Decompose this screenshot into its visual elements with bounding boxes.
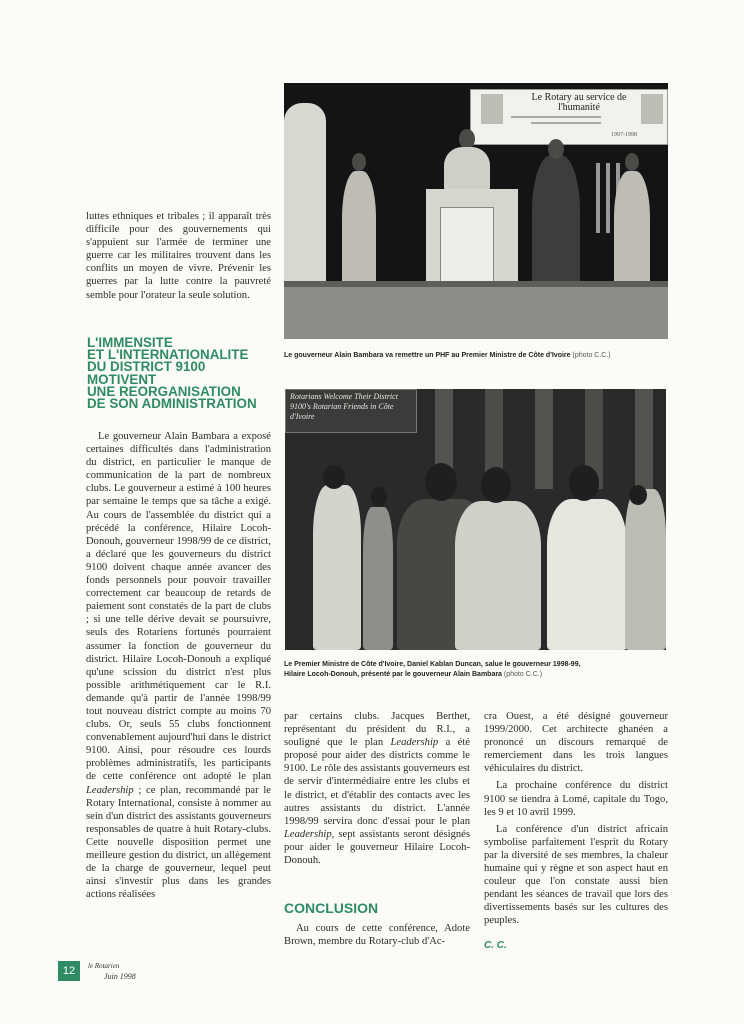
intro-paragraph-block: [86, 210, 271, 302]
drape: [535, 389, 553, 489]
stage-banner: [470, 89, 668, 145]
hostess-right-head: [625, 153, 639, 171]
column-1-body: [86, 430, 271, 901]
magazine-name: le Rotarien: [88, 962, 120, 970]
governor-head: [459, 129, 475, 149]
heading-line: L'IMMENSITE: [87, 335, 173, 350]
banner-text-line: [531, 122, 601, 124]
page-number: 12: [58, 961, 80, 981]
stage-floor: [284, 287, 668, 339]
emphasis-text: Leadership: [390, 737, 439, 749]
emphasis-text: Leadership,: [284, 828, 335, 840]
body-paragraph: La conférence d'un district africain symbolise parfaitement l'esprit du Rotary par la diversité de ses membres, la chaleur humaine qui y règne et son aspect haut en couleur que l'on constate aussi bien pendant les séances de travail que lors des divertissements basés sur les cultures des peuples.: [484, 823, 668, 927]
body-paragraph: [86, 430, 271, 901]
photo1-caption-text: Le gouverneur Alain Bambara va remettre un PHF au Premier Ministre de Côte d'Ivoire: [284, 352, 571, 359]
heading-line: DU DISTRICT 9100: [87, 359, 206, 375]
hostess-left: [342, 171, 376, 289]
prime-minister: [532, 155, 580, 295]
guard-head: [323, 465, 345, 489]
hostess-left-head: [352, 153, 366, 171]
body-paragraph: La prochaine conférence du district 9100 se tiendra à Lomé, capitale du Togo, les 9 et 10 avril 1999.: [484, 780, 668, 818]
banner-years: 1997-1998: [611, 132, 637, 138]
governor-elect-figure: [455, 501, 541, 650]
governor: [444, 147, 490, 193]
body-text: a été proposé pour aider des districts comme le 9100. Le rôle des assistants gouverneurs est de servir d'intermédiaire entre les clubs et le district, et d'établir des contacts avec les autres assistants du district. L'année 1998/99 servira donc d'essai pour le plan: [284, 737, 470, 827]
emphasis-text: Leadership: [86, 784, 134, 796]
body-paragraph: cra Ouest, a été désigné gouverneur 1999/2000. Cet architecte ghanéen a prononcé un discours remarqué de remerciement dans les trois langues véhiculaires du district.: [484, 711, 668, 775]
conclusion-body: [284, 922, 470, 948]
body-text: ; ce plan, recommandé par le Rotary International, consiste à nommer au sein d'un district des assistants gouverneurs responsables de quatre à huit Rotary-clubs. Cette nouvelle disposition permet une meilleure gestion du district, un allègement de la charge de gouverneur, lequel peut ainsi s'investir plus dans les grandes actions réalisées: [86, 784, 271, 901]
heading-line: UNE REORGANISATION: [87, 383, 241, 399]
governor-figure: [547, 499, 627, 650]
heading-line: MOTIVENT: [87, 371, 157, 387]
column-2-body: [284, 710, 470, 867]
flag-pole: [596, 163, 600, 233]
conclusion-heading: CONCLUSION: [284, 900, 379, 916]
body-paragraph: Au cours de cette conférence, Adote Brown, membre du Rotary-club d'Ac-: [284, 923, 470, 948]
hostess-right: [614, 171, 650, 289]
photo1-caption: [284, 351, 684, 361]
body-paragraph: [284, 710, 470, 867]
woman-head: [371, 487, 387, 507]
heading-line: DE SON ADMINISTRATION: [87, 396, 257, 412]
issue-date: Juin 1998: [104, 972, 136, 981]
flag-pole: [606, 163, 610, 233]
body-text: par certains clubs. Jacques Berthet, représentant du président du R.I., a souligné que le plan: [284, 711, 470, 749]
prime-minister-head: [425, 463, 457, 501]
governor-head: [569, 465, 599, 501]
photo2-caption-line1: Le Premier Ministre de Côte d'Ivoire, Daniel Kablan Duncan, salue le gouverneur 1998-99,: [284, 661, 581, 668]
intro-paragraph: luttes ethniques et tribales ; il apparaît très difficile pour des gouvernements qui s'appuient sur l'armée de terminer une guerre car les militaires trouvent dans les conflits un moyen de vivre. Prévenir les guerres par la lutte contre la pauvreté semble pour l'orateur la seule solution.: [86, 211, 271, 301]
section-heading: [87, 337, 273, 410]
bystander-figure: [625, 489, 666, 650]
body-text: sept assistants seront désignés pour aider le gouverneur Hilaire Locoh-Donouh.: [284, 828, 470, 867]
author-signature: C. C.: [484, 940, 507, 951]
rotary-logo-left: [481, 94, 503, 124]
banner-text-line: [511, 116, 601, 118]
woman-figure: [363, 507, 393, 650]
guard-figure: [313, 485, 361, 650]
banner-title: Le Rotary au service de l'humanité: [531, 92, 627, 113]
column-3-body: [484, 710, 668, 928]
photo2-credit: (photo C.C.): [503, 671, 543, 678]
photo-handshake: [285, 389, 666, 650]
photo1-credit: (photo C.C.): [572, 352, 611, 359]
bystander-head: [629, 485, 647, 505]
heading-line: ET L'INTERNATIONALITE: [87, 347, 249, 363]
drape: [635, 389, 653, 489]
body-text: Le gouverneur Alain Bambara a exposé certaines difficultés dans l'administration du district, en particulier le manque de communication de la part de nombreux clubs. Le gouverneur a estimé à 100 heures par semaine le temps que sa tâche a exigé. Au cours de l'assemblée du district qui a précédé la conférence, Hilaire Locoh-Donouh, gouverneur 1998/99 de ce district, a déclaré que les gouverneurs du district 9100 doivent chaque année avancer des fonds personnels pour pouvoir travailler correctement car beaucoup de retards de paiement sont constatés de la part de clubs ; si une telle dérive devait se poursuivre, seuls des Rotariens fortunés pourraient assumer la fonction de gouverneur du district. Hilaire Locoh-Donouh a expliqué qu'une scission du district n'est plus possible arithmétiquement car le R.I. demande qu'à partir de l'année 1998/99 tout nouveau district compte au moins 70 clubs. Or, seuls 55 clubs fonctionnent convenablement aujourd'hui dans le district 9100. Ainsi, pour résoudre ces lourds problèmes administratifs, les participants de cette conférence ont adopté le plan: [86, 431, 271, 783]
photo2-caption: [284, 660, 704, 680]
photo-ceremony-stage: [284, 83, 668, 339]
welcome-banner: Rotarians Welcome Their District 9100's Rotarian Friends in Côte d'Ivoire: [285, 389, 417, 433]
governor-elect-head: [481, 467, 511, 503]
prime-minister-head: [548, 139, 564, 159]
photo2-caption-line2: Hilaire Locoh-Donouh, présenté par le gouverneur Alain Bambara: [284, 671, 502, 678]
